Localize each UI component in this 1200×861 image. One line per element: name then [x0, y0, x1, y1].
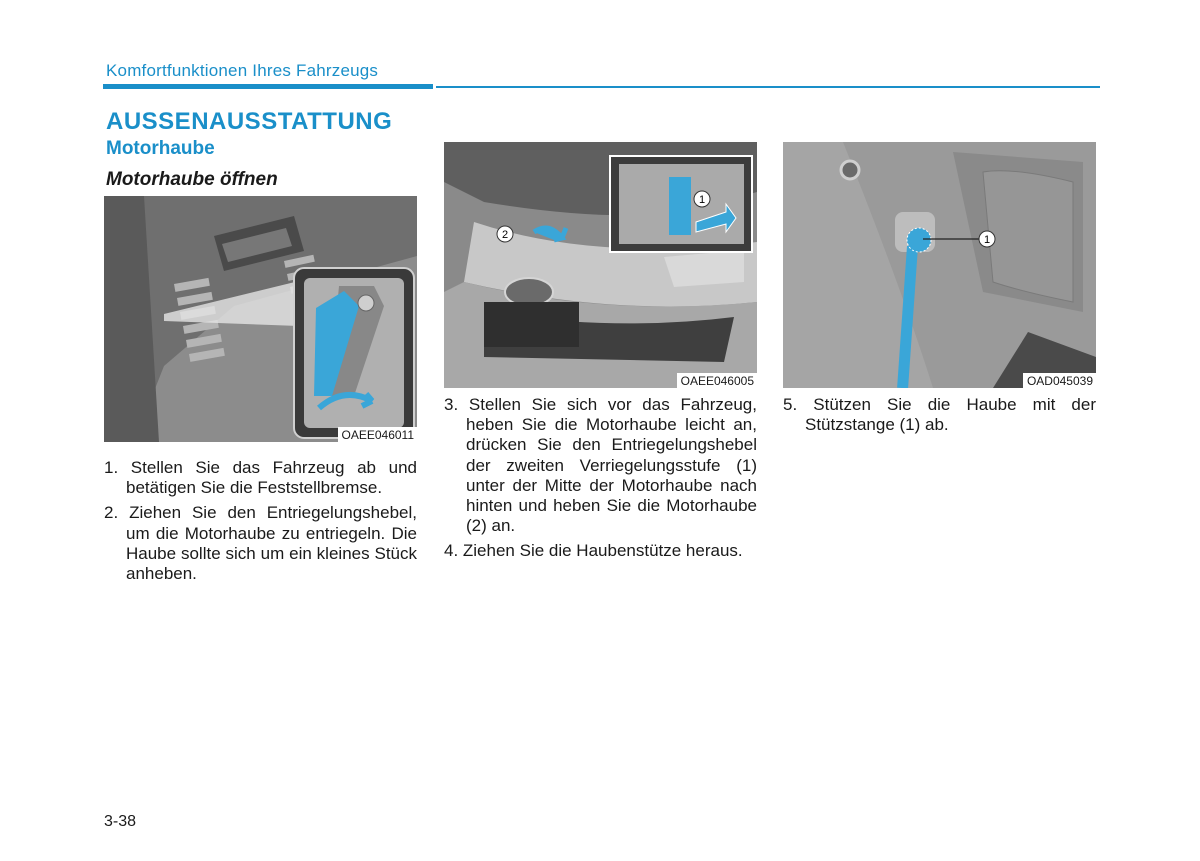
figure-secondary-latch: [444, 142, 757, 388]
figure-code: OAEE046005: [677, 373, 757, 388]
step-item: 5. Stützen Sie die Haube mit der Stützstange (1) ab.: [783, 395, 1096, 435]
figure-code: OAEE046011: [338, 427, 418, 442]
step-item: 1. Stellen Sie das Fahrzeug ab und betätigen Sie die Feststellbremse.: [104, 458, 417, 498]
callout-1: 1: [983, 234, 991, 246]
steps-column-3: [783, 395, 1096, 440]
step-item: 4. Ziehen Sie die Haubenstütze heraus.: [444, 541, 743, 561]
step-item: 2. Ziehen Sie den Entriegelungshebel, um die Motorhaube zu entriegeln. Die Haube sollte sich um ein kleines Stück anheben.: [104, 503, 417, 584]
figure-support-rod: [783, 142, 1096, 388]
callout-2: 2: [501, 229, 509, 241]
steps-column-1: [104, 458, 417, 589]
section-title: AUSSENAUSSTATTUNG: [106, 108, 393, 135]
chapter-header: Komfortfunktionen Ihres Fahrzeugs: [106, 61, 379, 80]
step-item: 3. Stellen Sie sich vor das Fahrzeug, heben Sie die Motorhaube leicht an, drücken Sie den Entriegelungshebel der zweiten Verriegelungsstufe (1) unter der Mitte der Motorhaube nach hinten und heben Sie die Motorhaube (2) an.: [444, 395, 757, 536]
figure-hood-release-lever: [104, 196, 417, 442]
page-number: 3-38: [104, 813, 137, 830]
header-rule-thin: [436, 86, 1100, 88]
header-rule-thick: [103, 84, 433, 89]
callout-1: 1: [698, 194, 706, 206]
car-front-illustration: [444, 142, 757, 388]
support-rod-illustration: [783, 142, 1096, 388]
subsection-title: Motorhaube: [106, 138, 215, 159]
steps-column-2: [444, 395, 757, 567]
hood-release-illustration: [104, 196, 417, 442]
subsubsection-title: Motorhaube öffnen: [106, 169, 278, 190]
figure-code: OAD045039: [1023, 373, 1096, 388]
